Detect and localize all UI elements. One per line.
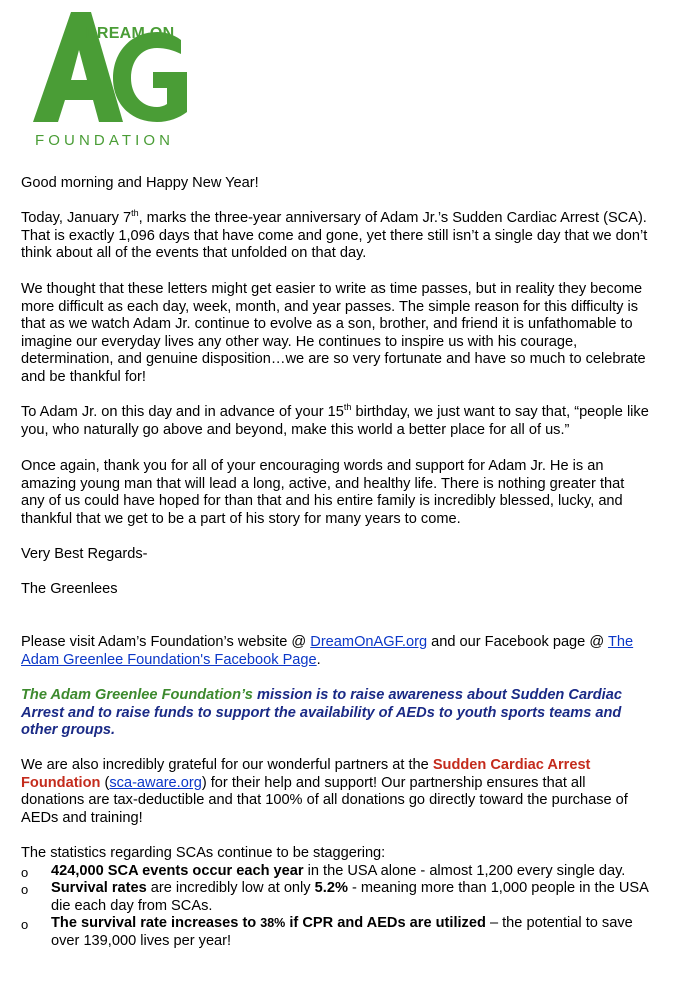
stats-item — [21, 863, 651, 881]
stat-bold: 424,000 SCA events occur each year — [51, 862, 304, 879]
sca-aware-link[interactable]: sca-aware.org — [109, 774, 202, 791]
mission-text: mission is to raise awareness about Sudden Cardiac Arrest and to raise funds to support the availability of AEDs to youth sports teams and other groups. — [21, 687, 622, 739]
statistics-section — [21, 845, 651, 951]
stats-item — [21, 880, 651, 915]
signature: The Greenlees — [21, 581, 118, 597]
paragraph-thanks: Once again, thank you for all of your encouraging words and support for Adam Jr. He is an amazing young man that will lead a long, active, and healthy life. There is nothing greater that any of us could have hoped for than that and his entire family is incredibly blessed, lucky, and thankful that we get to be a part of his story for many years to come. — [21, 458, 625, 527]
facebook-link[interactable]: The Adam Greenlee Foundation's Facebook Page — [21, 634, 634, 668]
visit-text-a: Please visit Adam’s Foundation’s website @ — [21, 634, 311, 650]
mission-foundation-name: The Adam Greenlee Foundation’s — [21, 687, 253, 703]
p1-text-b: , marks the three-year anniversary of Adam Jr.’s Sudden Cardiac Arrest (SCA). That is exactly 1,096 days that have come and gone, yet there still isn’t a single day that we don’t think about all of the events that unfolded on that day. — [21, 210, 648, 262]
logo-foundation: FOUNDATION — [35, 132, 175, 149]
bullet-icon: o — [21, 917, 29, 933]
bullet-icon: o — [21, 864, 29, 880]
logo-dream-on: DREAM ON — [85, 25, 175, 42]
paragraph-anniversary — [21, 210, 651, 263]
visit-paragraph — [21, 634, 651, 669]
mission-statement — [21, 687, 651, 740]
stat-bold: The survival rate increases to — [51, 915, 261, 932]
foundation-logo — [33, 12, 213, 149]
stat-bold-percent: 38% — [260, 916, 286, 931]
closing: Very Best Regards- — [21, 546, 148, 562]
stat-rest: in the USA alone - almost 1,200 every single day. — [303, 862, 626, 879]
partners-text-b: ( — [100, 774, 110, 791]
stats-list — [21, 863, 651, 951]
bullet-icon: o — [21, 882, 29, 898]
stat-bold-tail: if CPR and AEDs are utilized — [285, 915, 486, 932]
p3-text-b: birthday, we just want to say that, “people like you, who naturally go above and beyond, make this world a better place for all of us.” — [21, 404, 649, 438]
stat-rest: – the potential to save over 139,000 lives per year! — [51, 915, 633, 949]
stat-rest: - meaning more than 1,000 people in the USA die each day from SCAs. — [51, 880, 649, 914]
website-link[interactable]: DreamOnAGF.org — [310, 634, 428, 650]
paragraph-letters: We thought that these letters might get easier to write as time passes, but in reality they become more difficult as each day, week, month, and year passes. The simple reason for this difficulty is that as we watch Adam Jr. continue to evolve as a son, brother, and friend it is unfathomable to imagine our everyday lives any other way. He continues to inspire us with his courage, determination, and genuine disposition…we are so very fortunate and have so much to celebrate and be thankful for! — [21, 281, 646, 385]
stats-intro: The statistics regarding SCAs continue to be staggering: — [21, 845, 386, 861]
visit-text-c: . — [316, 651, 321, 668]
visit-text-b: and our Facebook page @ — [427, 634, 608, 650]
stat-mid: are incredibly low at only — [146, 880, 315, 897]
p3-text-a: To Adam Jr. on this day and in advance of your 15 — [21, 404, 344, 420]
p3-sup: th — [343, 402, 352, 412]
greeting: Good morning and Happy New Year! — [21, 175, 259, 191]
paragraph-birthday — [21, 404, 651, 439]
partners-text-c: ) for their help and support! Our partnership ensures that all donations are tax-deductible and that 100% of all donations go directly toward the purchase of AEDs and training! — [21, 774, 628, 826]
stat-bold-percent: 5.2% — [314, 880, 348, 897]
stats-item — [21, 915, 651, 950]
p1-text-a: Today, January 7 — [21, 210, 132, 226]
p1-sup: th — [131, 208, 139, 218]
partners-paragraph — [21, 757, 651, 827]
partners-text-a: We are also incredibly grateful for our wonderful partners at the — [21, 757, 433, 773]
stat-bold: Survival rates — [51, 880, 147, 897]
sca-foundation-name: Sudden Cardiac Arrest Foundation — [21, 757, 591, 791]
